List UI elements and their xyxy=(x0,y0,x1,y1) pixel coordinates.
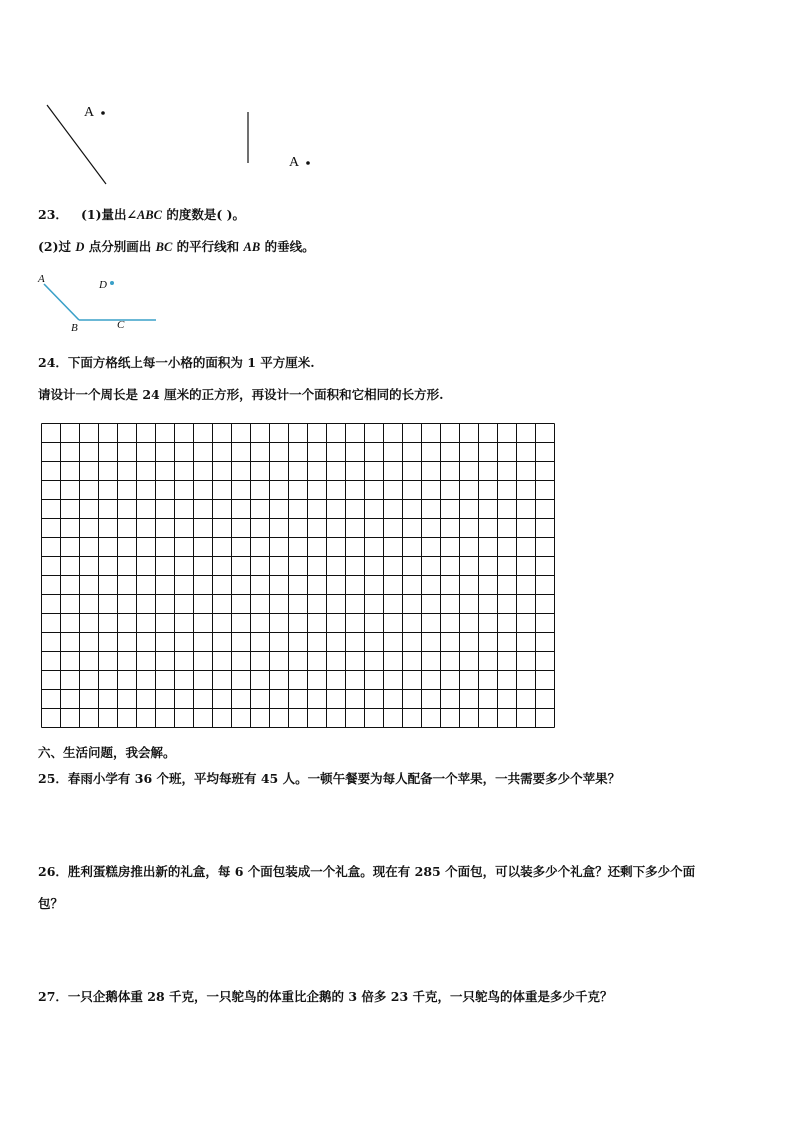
fig-label-c: C xyxy=(117,319,125,331)
q23-part1-prefix: (1)量出∠ xyxy=(80,207,137,222)
q23-point-d: D xyxy=(75,240,85,254)
q23-angle-name: ABC xyxy=(136,208,162,222)
label-a-left: A xyxy=(84,105,95,120)
q26-line1: 26．胜利蛋糕房推出新的礼盒，每 6 个面包装成一个礼盒。现在有 285 个面包，可以装多少个礼盒？还剩下多少个面 xyxy=(38,864,696,879)
q23-part2-prefix: (2)过 xyxy=(38,239,76,254)
q24-line2: 请设计一个周长是 24 厘米的正方形，再设计一个面积和它相同的长方形. xyxy=(38,387,444,402)
q23-part2-mid2: 的平行线和 xyxy=(172,239,244,254)
fig-label-a: A xyxy=(38,273,45,285)
angle-abc-figure xyxy=(0,0,794,340)
q27-text: 27．一只企鹅体重 28 千克，一只鸵鸟的体重比企鹅的 3 倍多 23 千克，一只鸵鸟的体重是多少千克？ xyxy=(38,989,613,1004)
fig-label-b: B xyxy=(71,322,78,334)
q26-line2: 包？ xyxy=(38,896,64,911)
section6-title: 六、生活问题，我会解。 xyxy=(38,745,176,760)
q24-line1: 24．下面方格纸上每一小格的面积为 1 平方厘米. xyxy=(38,355,315,370)
q23-number: 23． xyxy=(38,207,68,222)
point-d xyxy=(110,281,114,285)
q23-part1-suffix: 的度数是( )。 xyxy=(161,207,246,222)
q25-text: 25．春雨小学有 36 个班，平均每班有 45 人。一顿午餐要为每人配备一个苹果，一共需要多少个苹果？ xyxy=(38,771,621,786)
q23-part2-suffix: 的垂线。 xyxy=(260,239,315,254)
q23-line-bc: BC xyxy=(155,240,173,254)
q23-part2-mid1: 点分别画出 xyxy=(84,239,156,254)
fig-label-d: D xyxy=(99,279,107,291)
square-grid-paper xyxy=(41,423,555,728)
label-a-right: A xyxy=(289,155,300,170)
ray-ba xyxy=(44,284,79,320)
q23-line-ab: AB xyxy=(243,240,261,254)
